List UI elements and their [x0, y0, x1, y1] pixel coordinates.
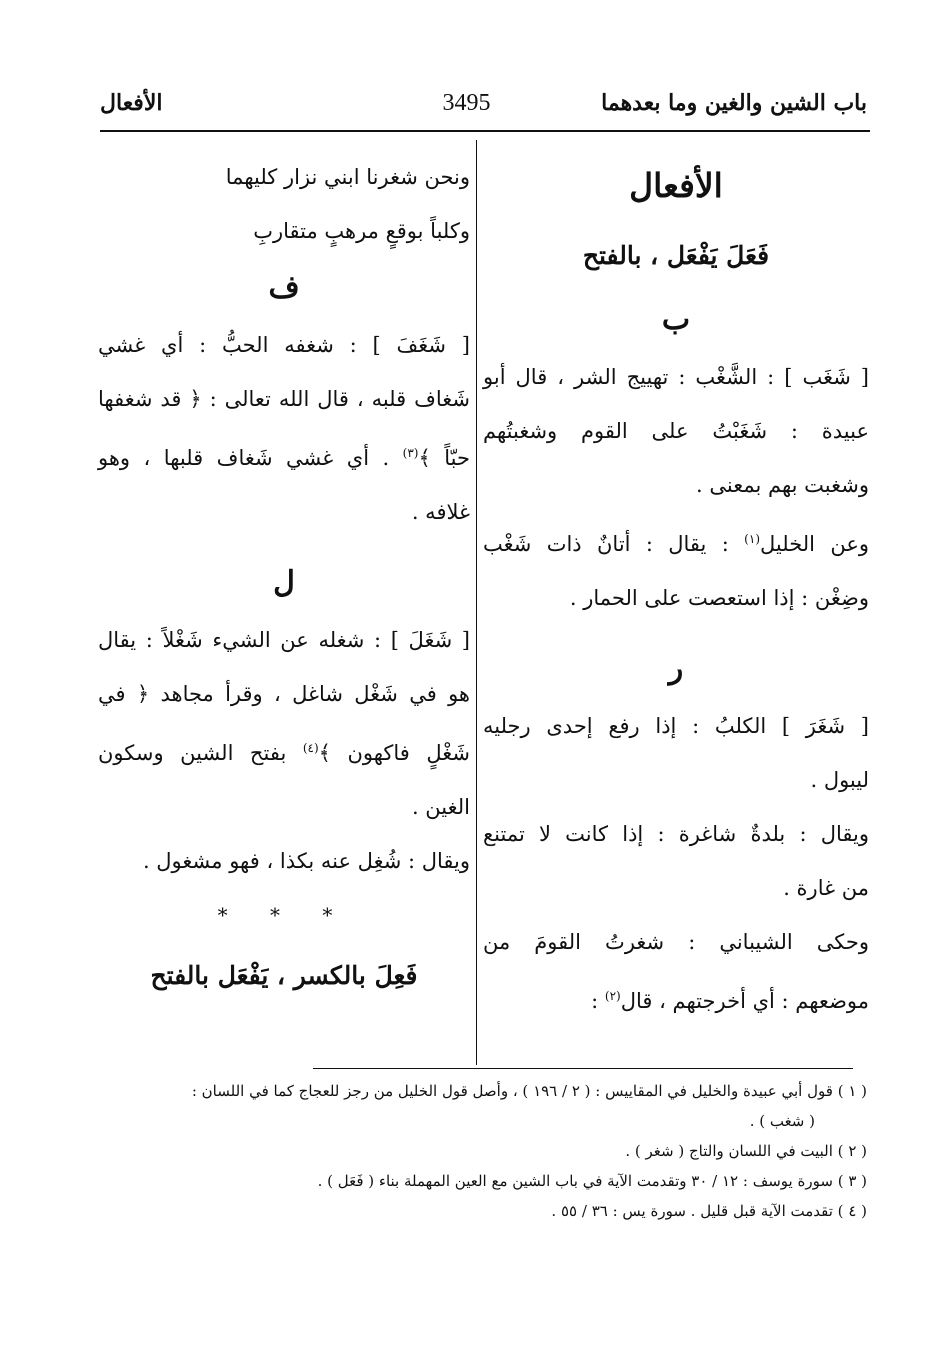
header-rule [100, 130, 870, 132]
text-run: موضعهم : أي أخرجتهم ، قال [620, 989, 869, 1013]
entry-line: هو في شَغْل شاغل ، وقرأ مجاهد ﴿ في [98, 682, 470, 706]
footnotes [97, 1076, 867, 1226]
footnote: ( ٢ ) البيت في اللسان والتاج ( شغر ) . [625, 1142, 867, 1160]
entry-line: ويقال : شُغِل عنه بكذا ، فهو مشغول . [142, 849, 470, 873]
right-column [483, 150, 869, 1028]
footnote-rule [313, 1068, 853, 1069]
running-header-chapter: باب الشين والغين وما بعدهما [601, 90, 867, 116]
section-title: فَعِلَ بالكسر ، يَفْعَل بالفتح [150, 961, 418, 990]
footnote-marker: (٤) [302, 741, 319, 755]
verse-line: ونحن شغرنا ابني نزار كليهما [225, 165, 470, 189]
entry-line: ويقال : بلدةٌ شاغرة : إذا كانت لا تمتنع [483, 822, 869, 846]
letter-heading-f: ف [268, 270, 300, 305]
entry-line: [ شَغَرَ ] الكلبُ : إذا رفع إحدى رجليه [483, 714, 869, 738]
entry-line: وضِغْن : إذا استعصت على الحمار . [569, 586, 869, 610]
entry-line: [ شَغَب ] : الشَّغْب : تهييج الشر ، قال أبو [483, 365, 869, 389]
verse-line: وكلباً بوقعٍ مرهبٍ متقاربِ [253, 219, 470, 243]
text-run: بفتح الشين وسكون [98, 741, 303, 765]
text-run: وعن الخليل [760, 532, 869, 556]
page-number: 3495 [442, 90, 491, 116]
letter-heading-b: ب [661, 302, 691, 337]
entry-line [98, 721, 470, 780]
running-header-section: الأفعال [100, 90, 163, 116]
entry-line [483, 969, 869, 1028]
text-run: حبّاً ﴾ [418, 446, 470, 470]
text-run: شَغْلٍ فاكهون ﴾ [318, 741, 470, 765]
entry-line: ليبول . [810, 768, 869, 792]
entry-line: غلافه . [411, 500, 470, 524]
entry-line: وشغبت بهم بمعنى . [696, 473, 869, 497]
left-column [98, 150, 470, 1010]
letter-heading-l: ل [273, 565, 295, 600]
footnote-marker: (٢) [604, 989, 621, 1003]
main-title: الأفعال [629, 166, 723, 205]
entry-line: من غارة . [783, 876, 869, 900]
footnote: ( ١ ) قول أبي عبيدة والخليل في المقاييس : ( ٢ / ١٩٦ ) ، وأصل قول الخليل من رجز للعجاج كما في اللسان : [191, 1082, 867, 1100]
footnote-marker: (١) [744, 532, 760, 546]
entry-line [98, 426, 470, 485]
subtitle: فَعَلَ يَفْعَل ، بالفتح [582, 241, 770, 270]
entry-line: شَغاف قلبه ، قال الله تعالى : ﴿ قد شغفها [98, 387, 470, 411]
entry-line: [ شَغَلَ ] : شغله عن الشيء شَغْلاً : يقال [98, 628, 470, 652]
entry-line: وحكى الشيباني : شغرتُ القومَ من [483, 930, 869, 954]
footnote: ( ٤ ) تقدمت الآية قبل قليل . سورة يس : ٣٦ / ٥٥ . [551, 1202, 867, 1220]
entry-line [483, 512, 869, 571]
footnote-marker: (٣) [402, 446, 419, 460]
entry-line: عبيدة : شَغَبْتُ على القوم وشغبتُهم [483, 419, 869, 443]
text-run: : يقال : أتانٌ ذات شَغْب [483, 532, 745, 556]
footnote-continuation: ( شغب ) . [749, 1112, 815, 1130]
entry-line: الغين . [411, 795, 470, 819]
footnote: ( ٣ ) سورة يوسف : ١٢ / ٣٠ وتقدمت الآية في باب الشين مع العين المهملة بناء ( فَعَل ) . [317, 1172, 867, 1190]
letter-heading-r: ر [668, 651, 684, 686]
entry-line: [ شَغَفَ ] : شغفه الحبُّ : أي غشي [98, 333, 470, 357]
text-run: : [591, 989, 605, 1013]
text-run: . أي غشي شَغاف قلبها ، وهو [98, 446, 403, 470]
column-divider [476, 140, 477, 1065]
section-separator: * * * [217, 903, 351, 927]
